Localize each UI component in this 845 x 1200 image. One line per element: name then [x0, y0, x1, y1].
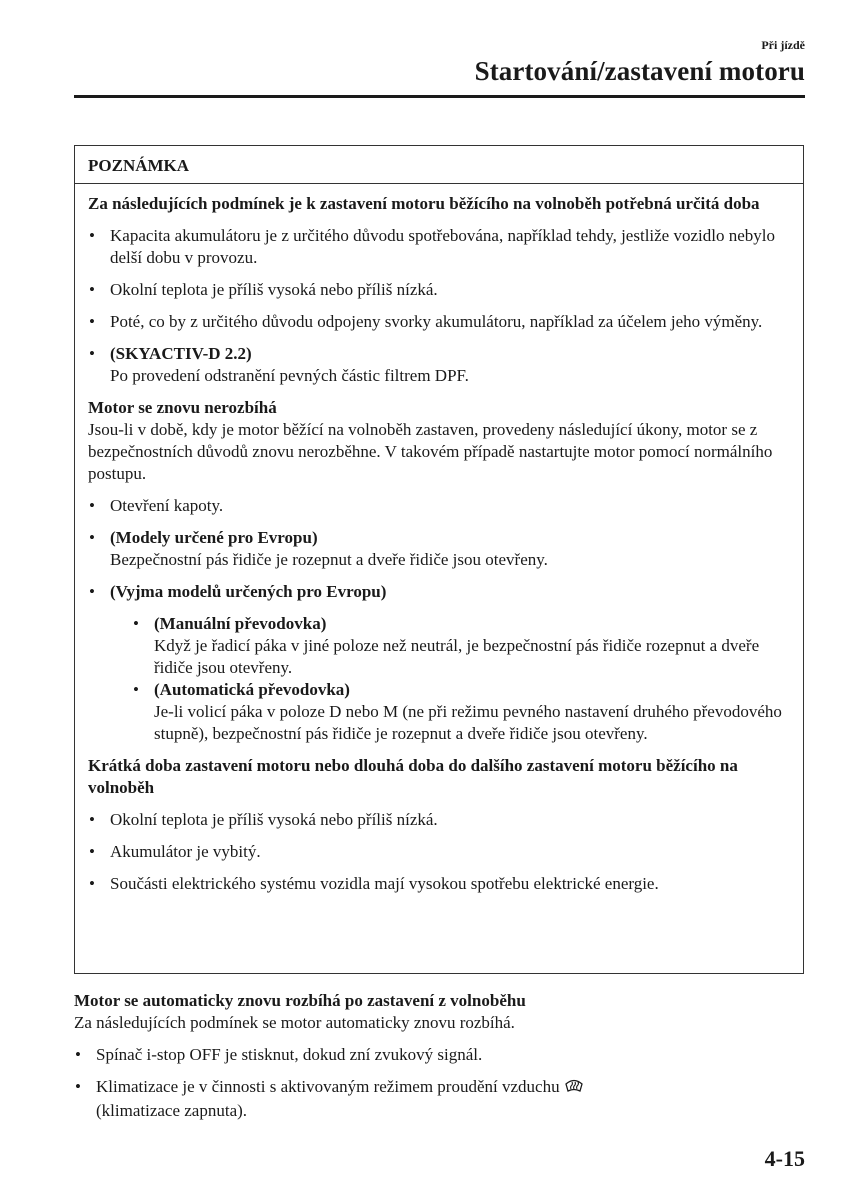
list-item: • Kapacita akumulátoru je z určitého důvodu spotřebována, například tehdy, jestliže vozidlo nebylo delší dobu v provozu.	[88, 225, 790, 269]
sub-list-item	[132, 679, 790, 745]
transmission-sublist	[110, 613, 790, 745]
list-item	[74, 1076, 804, 1122]
list-item-text: Klimatizace je v činnosti s aktivovaným režimem proudění vzduchu	[96, 1077, 560, 1096]
section-label: Při jízdě	[761, 38, 805, 52]
page-title: Startování/zastavení motoru	[474, 56, 805, 86]
auto-restart-list	[74, 1044, 804, 1122]
sub-item-text: Když je řadicí páka v jiné poloze než neutrál, je bezpečnostní pás řidiče rozepnut a dveře řidiče jsou otevřeny.	[154, 636, 760, 677]
short-stop-list	[88, 809, 790, 895]
note-box	[74, 145, 804, 974]
list-item-title: • (Modely určené pro Evropu)	[110, 528, 318, 547]
list-item: • Součásti elektrického systému vozidla mají vysokou spotřebu elektrické energie.	[88, 873, 790, 895]
auto-restart-text: Za následujících podmínek se motor automaticky znovu rozbíhá.	[74, 1013, 515, 1032]
page-number: 4-15	[764, 1146, 805, 1171]
list-item-text: Bezpečnostní pás řidiče je rozepnut a dveře řidiče jsou otevřeny.	[110, 550, 548, 569]
no-restart-list	[88, 495, 790, 745]
auto-restart-section	[74, 990, 804, 1132]
sub-item-text: Je-li volicí páka v poloze D nebo M (ne při režimu pevného nastavení druhého převodového stupně), bezpečnostní pás řidiče je rozepnut a dveře řidiče jsou otevřeny.	[154, 702, 782, 743]
list-item-title: • (SKYACTIV-D 2.2)	[110, 344, 252, 363]
note-text-no-restart: Jsou-li v době, kdy je motor běžící na volnoběh zastaven, provedeny následující úkony, motor se z bezpečnostních důvodů znovu nerozběhne. V takovém případě nastartujte motor pomocí normálního postupu.	[88, 420, 773, 483]
idle-stop-delay-list	[88, 225, 790, 387]
list-item: • Otevření kapoty.	[88, 495, 790, 517]
note-heading-idle-stop-delay: Za následujících podmínek je k zastavení motoru běžícího na volnoběh potřebná určitá doba	[88, 194, 760, 213]
list-item	[88, 581, 790, 745]
sub-item-title: • (Manuální převodovka)	[154, 614, 327, 633]
list-item: • Spínač i-stop OFF je stisknut, dokud zní zvukový signál.	[74, 1044, 804, 1066]
list-item-title: • (Vyjma modelů určených pro Evropu)	[110, 582, 387, 601]
note-body	[75, 184, 803, 895]
note-heading-no-restart: Motor se znovu nerozbíhá	[88, 398, 277, 417]
windshield-defrost-icon	[564, 1076, 584, 1100]
list-item: • Poté, co by z určitého důvodu odpojeny svorky akumulátoru, například za účelem jeho výměny.	[88, 311, 790, 333]
sub-list-item	[132, 613, 790, 679]
list-item: • Okolní teplota je příliš vysoká nebo příliš nízká.	[88, 279, 790, 301]
auto-restart-heading: Motor se automaticky znovu rozbíhá po zastavení z volnoběhu	[74, 991, 526, 1010]
list-item	[88, 343, 790, 387]
list-item: • Okolní teplota je příliš vysoká nebo příliš nízká.	[88, 809, 790, 831]
title-rule	[74, 95, 805, 98]
sub-item-title: • (Automatická převodovka)	[154, 680, 350, 699]
note-header: POZNÁMKA	[75, 146, 803, 184]
list-item	[88, 527, 790, 571]
list-item: • Akumulátor je vybitý.	[88, 841, 790, 863]
list-item-suffix: (klimatizace zapnuta).	[96, 1101, 248, 1120]
list-item-text: Po provedení odstranění pevných částic filtrem DPF.	[110, 366, 469, 385]
note-heading-short-stop: Krátká doba zastavení motoru nebo dlouhá doba do dalšího zastavení motoru běžícího na volnoběh	[88, 756, 738, 797]
